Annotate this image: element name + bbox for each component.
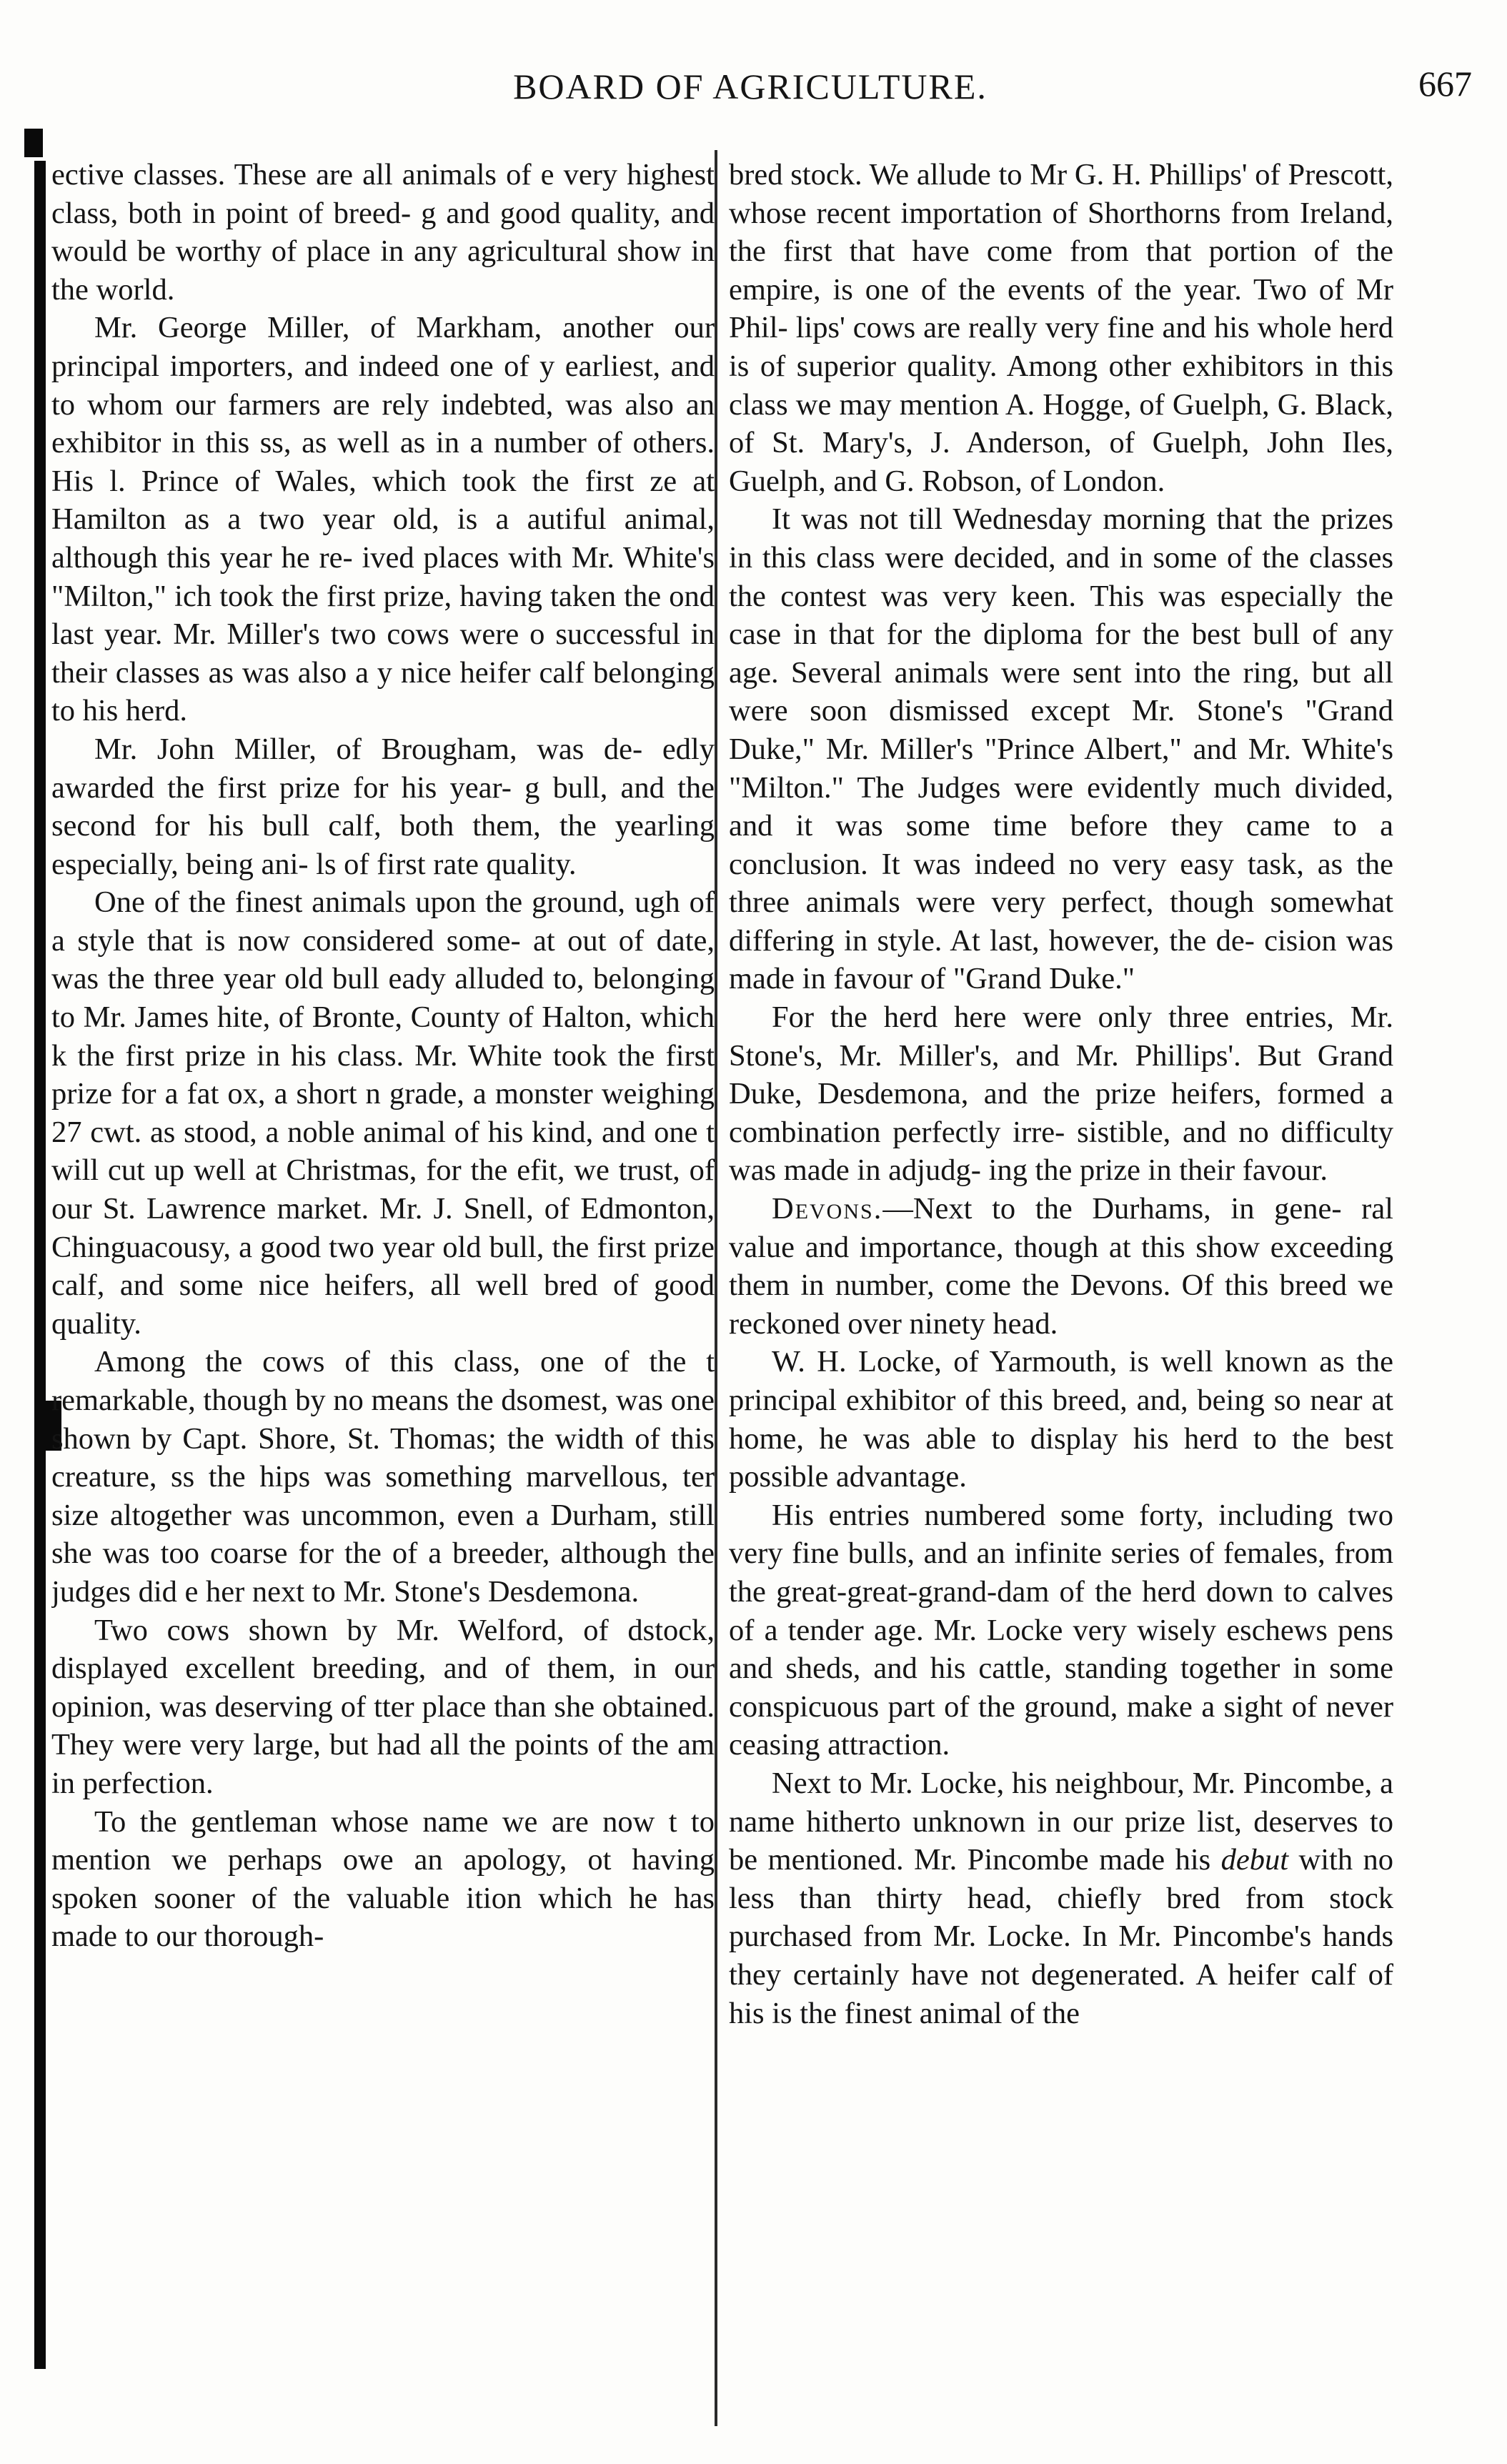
right-paragraph-5: W. H. Locke, of Yarmouth, is well known as the principal exhibitor of this breed, and, being so near at home, he was able to display his herd to the best possible advantage. (729, 1345, 1393, 1494)
right-paragraph-7 (729, 1764, 1393, 2032)
pincombe-text-end: with no less than thirty head, chiefly bred from stock purchased from Mr. Locke. In Mr. Pincombe's hands they certainly have not degenerated. A heifer calf of his is the finest animal of the (729, 1843, 1393, 2030)
binding-shadow (34, 161, 46, 2369)
right-paragraph-2: It was not till Wednesday morning that the prizes in this class were decided, and in some of the classes the contest was very keen. This was especially the case in that for the diploma for the best bull of any age. Several animals were sent into the ring, but all were soon dismissed except Mr. Stone's "Grand Duke," Mr. Miller's "Prince Albert," and Mr. White's "Milton." The Judges were evidently much divided, and it was some time before they came to a conclusion. It was indeed no very easy task, as the three animals were very perfect, though somewhat differing in style. At last, however, the de- cision was made in favour of "Grand Duke." (729, 502, 1393, 996)
right-paragraph-1: bred stock. We allude to Mr G. H. Phillips' of Prescott, whose recent importation of Shorthorns from Ireland, the first that have come from that portion of the empire, is one of the events of the year. Two of Mr Phil- lips' cows are really very fine and his whole herd is of superior quality. Among other exhibitors in this class we may mention A. Hogge, of Guelph, G. Black, of St. Mary's, J. Anderson, of Guelph, John Iles, Guelph, and G. Robson, of London. (729, 158, 1393, 498)
left-paragraph-1: ective classes. These are all animals of e very highest class, both in point of breed- g and good quality, and would be worthy of place in any agricultural show in the world. (51, 158, 715, 307)
page-number: 667 (1418, 64, 1472, 104)
running-title: BOARD OF AGRICULTURE. (513, 66, 988, 106)
pincombe-text-start: Next to Mr. Locke, his neighbour, Mr. Pincombe, a name hitherto unknown in our prize list, deserves to be mentioned. Mr. Pincombe made his (729, 1766, 1393, 1877)
left-paragraph-7: To the gentleman whose name we are now t to mention we perhaps owe an apology, ot having spoken sooner of the valuable ition which he has made to our thorough- (51, 1804, 715, 1954)
page-header (29, 56, 1472, 113)
right-paragraph-6: His entries numbered some forty, including two very fine bulls, and an infinite series of females, from the great-great-grand-dam of the herd down to calves of a tender age. Mr. Locke very wisely eschews pens and sheds, and his cattle, standing together in some conspicuous part of the ground, make a sight of never ceasing attraction. (729, 1498, 1393, 1762)
right-paragraph-4 (729, 1190, 1393, 1343)
debut-italic: debut (1220, 1843, 1289, 1877)
left-paragraph-3: Mr. John Miller, of Brougham, was de- edly awarded the first prize for his year- g bull, and the second for his bull calf, both them, the yearling especially, being ani- ls of first rate quality. (51, 732, 715, 881)
left-paragraph-2: Mr. George Miller, of Markham, another our principal importers, and indeed one of y earliest, and to whom our farmers are rely indebted, was also an exhibitor in this ss, as well as in a number of others. His l. Prince of Wales, which took the first ze at Hamilton as a two year old, is a autiful animal, although this year he re- ived places with Mr. White's "Milton," ich took the first prize, having taken the ond last year. Mr. Miller's two cows were o successful in their classes as was also a y nice heifer calf belonging to his herd. (51, 311, 715, 728)
binding-shadow-top (24, 129, 43, 157)
left-column (51, 156, 715, 2428)
right-column (715, 156, 1393, 2428)
section-heading-devons: Devons. (772, 1192, 883, 1226)
left-paragraph-4: One of the finest animals upon the ground, ugh of a style that is now considered some- at out of date, was the three year old bull eady alluded to, belonging to Mr. James hite, of Bronte, County of Halton, which k the first prize in his class. Mr. White took the first prize for a fat ox, a short n grade, a monster weighing 27 cwt. as stood, a noble animal of his kind, and one t will cut up well at Christmas, for the efit, we trust, of our St. Lawrence market. Mr. J. Snell, of Edmonton, Chinguacousy, a good two year old bull, the first prize calf, and some nice heifers, all well bred of good quality. (51, 885, 715, 1341)
right-paragraph-3: For the herd here were only three entries, Mr. Stone's, Mr. Miller's, and Mr. Phillips'. But Grand Duke, Desdemona, and the prize heifers, formed a combination perfectly irre- sistible, and no difficulty was made in adjudg- ing the prize in their favour. (729, 1000, 1393, 1188)
left-paragraph-5: Among the cows of this class, one of the t remarkable, though by no means the dsomest, was one shown by Capt. Shore, St. Thomas; the width of this creature, ss the hips was something marvellous, ter size altogether was uncommon, even a Durham, still she was too coarse for the of a breeder, although the judges did e her next to Mr. Stone's Desdemona. (51, 1345, 715, 1609)
devons-text: —Next to the Durhams, in gene- ral value and importance, though at this show exceeding them in number, come the Devons. Of this breed we reckoned over ninety head. (729, 1192, 1393, 1341)
left-paragraph-6: Two cows shown by Mr. Welford, of dstock, displayed excellent breeding, and of them, in our opinion, was deserving of tter place than she obtained. They were very large, but had all the points of the am in perfection. (51, 1613, 715, 1800)
